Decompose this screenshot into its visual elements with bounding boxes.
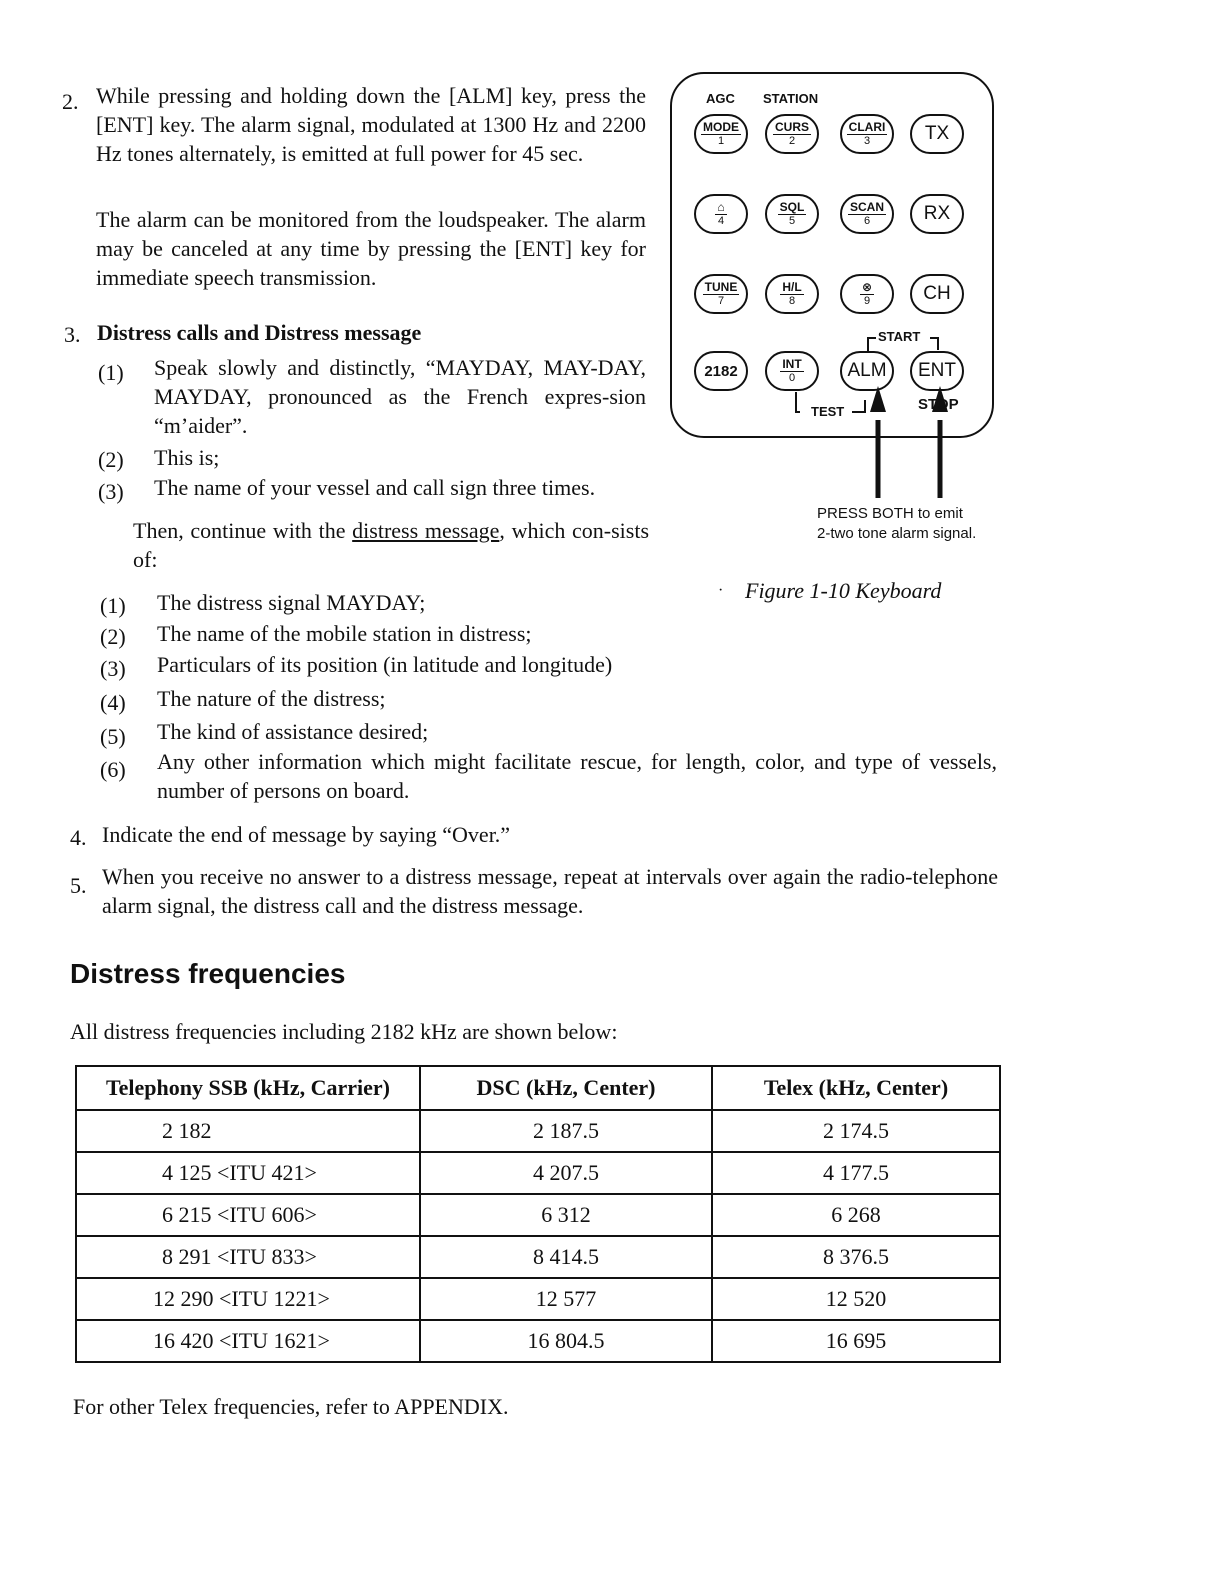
table-cell: 8 291 <ITU 833>: [76, 1236, 420, 1278]
call-item: The name of your vessel and call sign three times.: [154, 475, 596, 500]
ent-key[interactable]: ENT: [910, 351, 964, 391]
call-item: This is;: [154, 445, 220, 470]
msg-number: (3): [100, 656, 126, 681]
table-cell: 16 804.5: [420, 1320, 712, 1362]
section-title: Distress frequencies: [70, 958, 346, 989]
table-cell: 12 577: [420, 1278, 712, 1320]
caption-dot: ·: [718, 582, 724, 599]
table-cell: 4 207.5: [420, 1152, 712, 1194]
call-number: (1): [98, 360, 124, 385]
stop-label: STOP: [918, 396, 959, 413]
msg-item: The nature of the distress;: [157, 686, 386, 711]
table-cell: 4 177.5: [712, 1152, 1000, 1194]
table-row: [76, 1236, 1000, 1278]
msg-item: The distress signal MAYDAY;: [157, 590, 426, 615]
curs-key[interactable]: CURS 2: [765, 114, 819, 154]
table-cell: 4 125 <ITU 421>: [76, 1152, 420, 1194]
dimmer-key[interactable]: ⊗ 9: [840, 274, 894, 314]
table-row: [76, 1278, 1000, 1320]
table-cell: 12 290 <ITU 1221>: [76, 1278, 420, 1320]
table-cell: 8 376.5: [712, 1236, 1000, 1278]
alm-key[interactable]: ALM: [840, 351, 894, 391]
call-number: (3): [98, 479, 124, 504]
msg-item: Any other information which might facilitate rescue, for length, color, and type of vessels, number of persons on board.: [157, 749, 997, 803]
msg-item: The kind of assistance desired;: [157, 719, 429, 744]
step-number: 2.: [62, 89, 79, 114]
step-5-text: When you receive no answer to a distress message, repeat at intervals over again the radio-telephone alarm signal, the distress call and the distress message.: [102, 864, 998, 918]
column-header: DSC (kHz, Center): [420, 1066, 712, 1110]
dimmer-icon: ⊗: [861, 280, 873, 294]
table-header-row: [76, 1066, 1000, 1110]
then-text: Then, continue with the distress message, which con-sists of:: [133, 518, 650, 572]
step-2-text: While pressing and holding down the [ALM] key, press the [ENT] key. The alarm signal, modulated at 1300 Hz and 2200 Hz tones alternately, is emitted at full power for 45 sec.: [96, 83, 646, 166]
step-number: 5.: [70, 873, 87, 898]
table-cell: 6 215 <ITU 606>: [76, 1194, 420, 1236]
msg-number: (2): [100, 624, 126, 649]
table-cell: 8 414.5: [420, 1236, 712, 1278]
agc-label: AGC: [706, 91, 735, 106]
column-header: Telex (kHz, Center): [712, 1066, 1000, 1110]
speaker-icon: ⌂: [717, 200, 725, 214]
speaker-key[interactable]: ⌂ 4: [694, 194, 748, 234]
step-3-title: Distress calls and Distress message: [97, 320, 422, 345]
key-2182[interactable]: 2182: [694, 351, 748, 391]
table-cell: 2 174.5: [712, 1110, 1000, 1152]
footer-note: For other Telex frequencies, refer to APPENDIX.: [73, 1394, 509, 1419]
table-cell: 12 520: [712, 1278, 1000, 1320]
msg-number: (5): [100, 724, 126, 749]
table-cell: 6 268: [712, 1194, 1000, 1236]
step-2-note: The alarm can be monitored from the loudspeaker. The alarm may be canceled at any time by pressing the [ENT] key for immediate speech transmission.: [96, 207, 646, 290]
msg-item: The name of the mobile station in distress;: [157, 621, 532, 646]
call-number: (2): [98, 447, 124, 472]
hl-key[interactable]: H/L 8: [765, 274, 819, 314]
distress-message-link: distress message: [352, 518, 500, 543]
sql-key[interactable]: SQL 5: [765, 194, 819, 234]
mode-key[interactable]: MODE 1: [694, 114, 748, 154]
scan-key[interactable]: SCAN 6: [840, 194, 894, 234]
table-row: [76, 1194, 1000, 1236]
table-cell: 6 312: [420, 1194, 712, 1236]
clari-key[interactable]: CLARI 3: [840, 114, 894, 154]
rx-key[interactable]: RX: [910, 194, 964, 234]
figure-caption: Figure 1-10 Keyboard: [745, 578, 942, 603]
table-row: [76, 1110, 1000, 1152]
msg-number: (6): [100, 757, 126, 782]
start-label: START: [878, 329, 921, 344]
table-cell: 2 187.5: [420, 1110, 712, 1152]
int-key[interactable]: INT 0: [765, 351, 819, 391]
column-header: Telephony SSB (kHz, Carrier): [76, 1066, 420, 1110]
msg-number: (1): [100, 593, 126, 618]
step-number: 4.: [70, 825, 87, 850]
ch-key[interactable]: CH: [910, 274, 964, 314]
table-row: [76, 1320, 1000, 1362]
station-label: STATION: [763, 91, 819, 106]
msg-item: Particulars of its position (in latitude and longitude): [157, 652, 613, 677]
section-intro: All distress frequencies including 2182 kHz are shown below:: [70, 1019, 618, 1044]
msg-number: (4): [100, 690, 126, 715]
tune-key[interactable]: TUNE 7: [694, 274, 748, 314]
table-cell: 2 182: [76, 1110, 420, 1152]
table-cell: 16 420 <ITU 1621>: [76, 1320, 420, 1362]
press-both-note: PRESS BOTH to emit: [817, 505, 963, 522]
test-label: TEST: [811, 404, 845, 419]
step-4-text: Indicate the end of message by saying “Over.”: [102, 822, 511, 847]
step-number: 3.: [64, 322, 81, 347]
tx-key[interactable]: TX: [910, 114, 964, 154]
alarm-note: 2-two tone alarm signal.: [817, 525, 977, 542]
table-row: [76, 1152, 1000, 1194]
call-item: Speak slowly and distinctly, “MAYDAY, MAY-DAY, MAYDAY, pronounced as the French expres-sion “m’aider”.: [154, 355, 646, 438]
table-cell: 16 695: [712, 1320, 1000, 1362]
distress-frequency-table: [75, 1065, 1001, 1363]
